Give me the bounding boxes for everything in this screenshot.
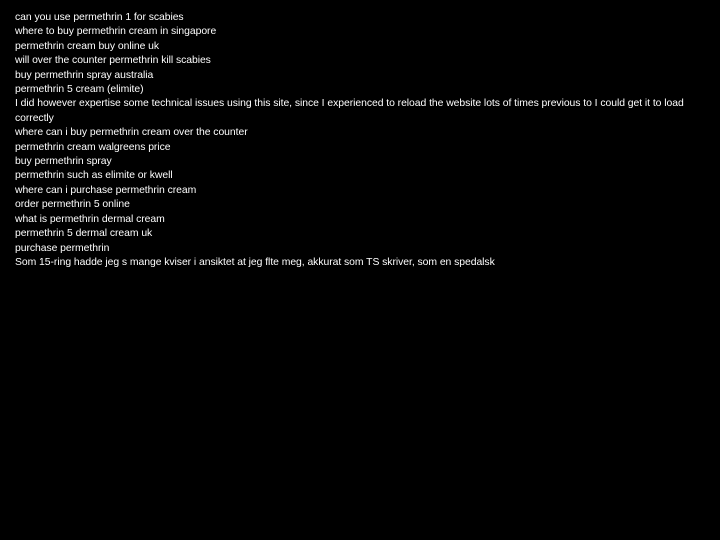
text-line: buy permethrin spray australia [15,69,154,81]
text-line: where can i buy permethrin cream over the counter [15,127,248,139]
text-line: permethrin 5 cream (elimite) [15,84,144,96]
text-line: buy permethrin spray [15,156,112,168]
text-line: order permethrin 5 online [15,199,130,211]
text-line: where can i purchase permethrin cream [15,184,197,196]
text-line: what is permethrin dermal cream [15,213,165,225]
text-line: I did however expertise some technical issues using this site, since I experienced to reload the website lots of times previous to I could get it to load correctly [15,98,684,124]
text-block [15,11,705,270]
text-line: where to buy permethrin cream in singapore [15,26,217,38]
text-line: purchase permethrin [15,242,110,254]
text-line: can you use permethrin 1 for scabies [15,12,184,23]
text-line: Som 15-ring hadde jeg s mange kviser i ansiktet at jeg flte meg, akkurat som TS skriver, som en spedalsk [15,256,495,268]
text-line: permethrin such as elimite or kwell [15,170,173,182]
text-line: permethrin cream buy online uk [15,40,160,52]
text-line: permethrin cream walgreens price [15,141,171,153]
text-line: permethrin 5 dermal cream uk [15,228,153,240]
text-line: will over the counter permethrin kill scabies [15,55,211,67]
